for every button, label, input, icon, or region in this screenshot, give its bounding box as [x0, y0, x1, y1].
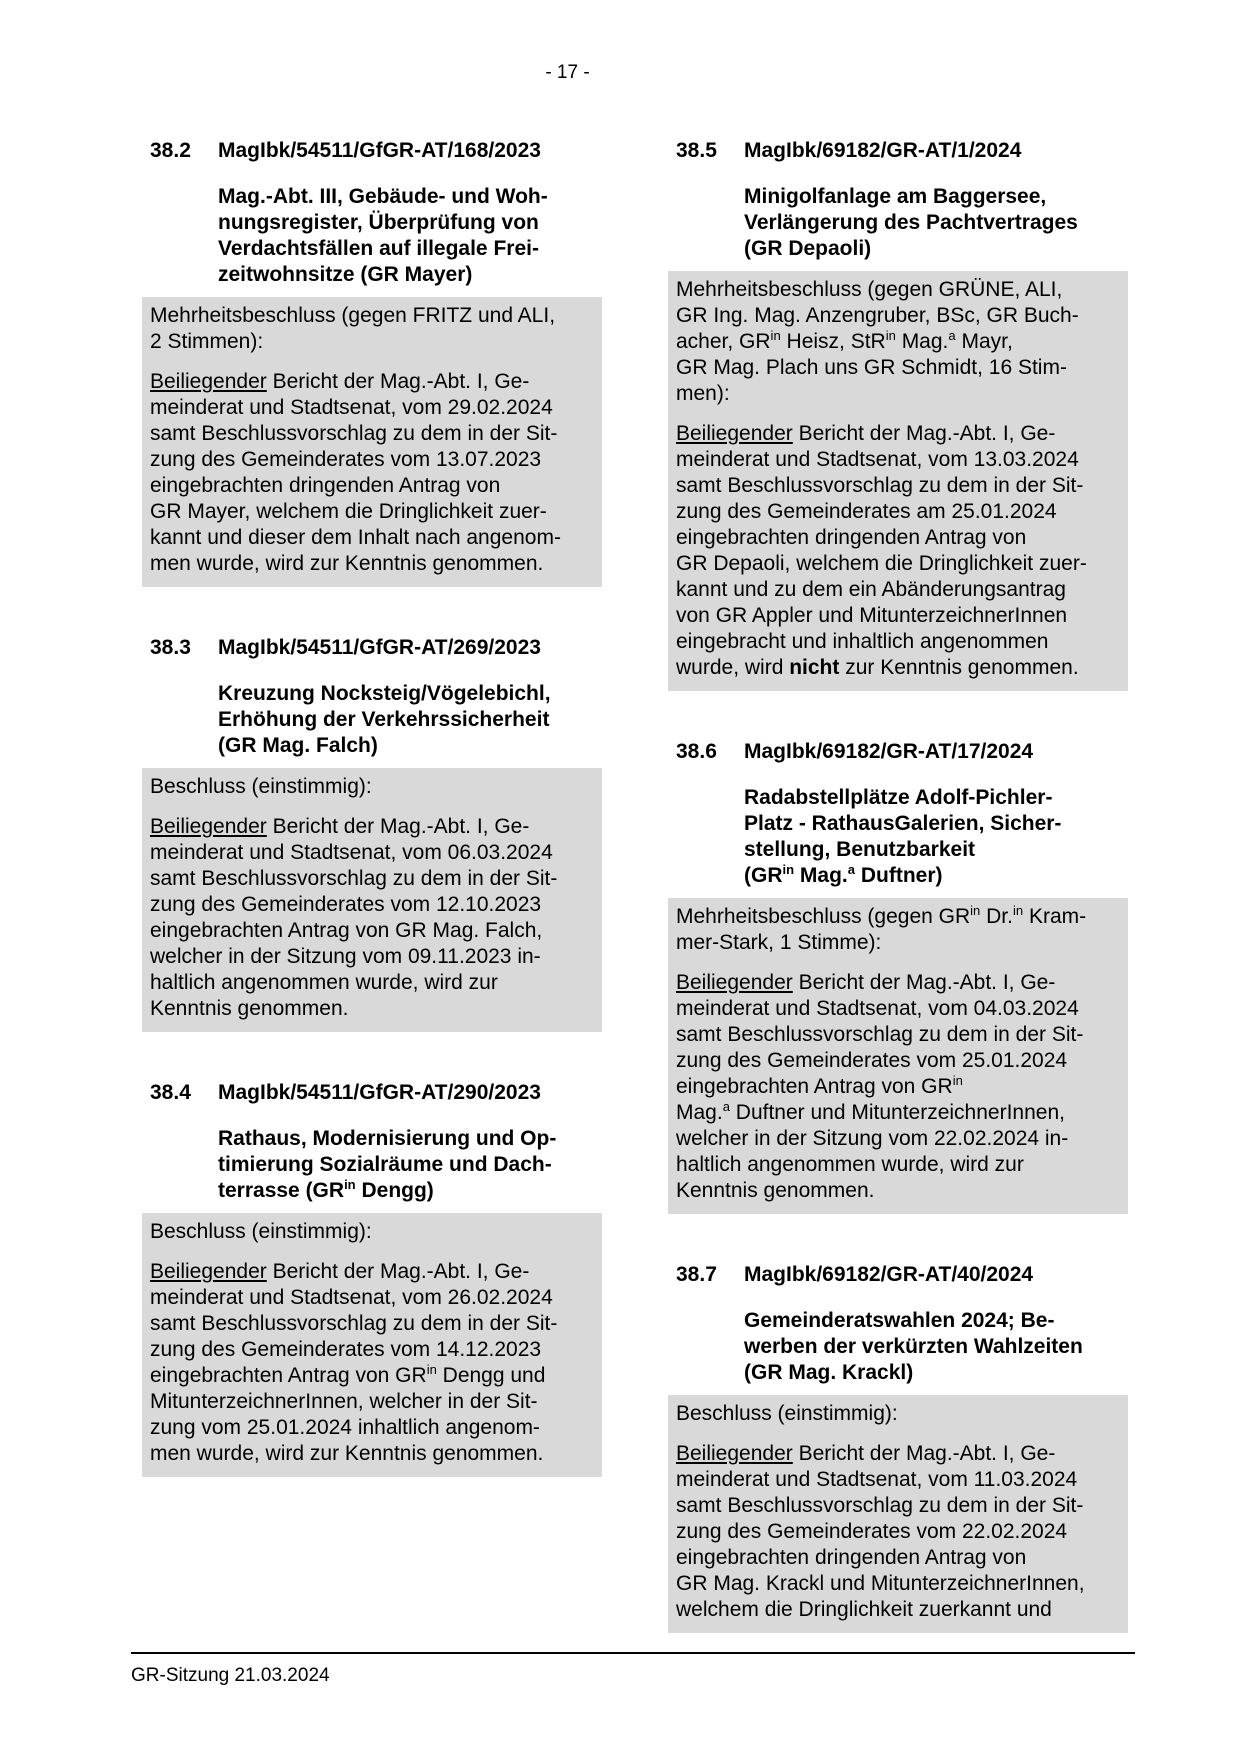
item-number: 38.2: [150, 139, 191, 162]
item-code: MagIbk/54511/GfGR-AT/168/2023: [218, 139, 541, 162]
agenda-item-38-5: [668, 138, 1128, 691]
item-heading: [668, 1262, 1128, 1288]
content-columns: [142, 138, 1128, 1681]
item-title: Mag.-Abt. III, Gebäude- und Woh- nungsregister, Überprüfung von Verdachtsfällen auf illegale Frei- zeitwohnsitze (GR Mayer): [218, 185, 548, 286]
item-number: 38.3: [150, 636, 191, 659]
page-number: - 17 -: [545, 62, 590, 83]
item-title: Gemeinderatswahlen 2024; Be- werben der verkürzten Wahlzeiten (GR Mag. Krackl): [744, 1309, 1083, 1384]
report-text: Beiliegender Bericht der Mag.-Abt. I, Ge- meinderat und Stadtsenat, vom 11.03.2024 samt Beschlussvorschlag zu dem in der Sit- zung des Gemeinderates vom 22.02.2024 eingebrachten dringenden Antrag von GR Mag. Krackl und MitunterzeichnerInnen, welchem die Dringlichkeit zuerkannt und: [676, 1442, 1085, 1621]
item-number: 38.6: [676, 740, 717, 763]
item-title: Kreuzung Nocksteig/Vögelebichl, Erhöhung der Verkehrssicherheit (GR Mag. Falch): [218, 682, 551, 757]
decision-text: Beschluss (einstimmig):: [150, 1220, 372, 1243]
item-number: 38.7: [676, 1263, 717, 1286]
item-heading: [142, 635, 602, 661]
report-text: Beiliegender Bericht der Mag.-Abt. I, Ge- meinderat und Stadtsenat, vom 29.02.2024 samt Beschlussvorschlag zu dem in der Sit- zung des Gemeinderates vom 13.07.2023 eingebrachten dringenden Antrag von GR Mayer, welchem die Dringlichkeit zuer- kannt und dieser dem Inhalt nach angenom- men wurde, wird zur Kenntnis genommen.: [150, 370, 561, 575]
report-text: Beiliegender Bericht der Mag.-Abt. I, Ge- meinderat und Stadtsenat, vom 13.03.2024 samt Beschlussvorschlag zu dem in der Sit- zung des Gemeinderates am 25.01.2024 eingebrachten dringenden Antrag von GR Depaoli, welchem die Dringlichkeit zuer- kannt und zu dem ein Abänderungsantrag von GR Appler und MitunterzeichnerInnen eingebracht und inhaltlich angenommen wurde, wird nicht zur Kenntnis genommen.: [676, 422, 1087, 679]
item-number: 38.5: [676, 139, 717, 162]
agenda-item-38-7: [668, 1262, 1128, 1633]
report-text: Beiliegender Bericht der Mag.-Abt. I, Ge- meinderat und Stadtsenat, vom 06.03.2024 samt Beschlussvorschlag zu dem in der Sit- zung des Gemeinderates vom 12.10.2023 eingebrachten Antrag von GR Mag. Falch, welcher in der Sitzung vom 09.11.2023 in- haltlich angenommen wurde, wird zur Kenntnis genommen.: [150, 815, 558, 1020]
item-heading: [142, 1080, 602, 1106]
item-code: MagIbk/54511/GfGR-AT/269/2023: [218, 636, 541, 659]
item-code: MagIbk/69182/GR-AT/1/2024: [744, 139, 1022, 162]
decision-box: [142, 768, 602, 1032]
decision-box: [668, 1395, 1128, 1633]
decision-box: [142, 1213, 602, 1477]
report-text: Beiliegender Bericht der Mag.-Abt. I, Ge- meinderat und Stadtsenat, vom 26.02.2024 samt Beschlussvorschlag zu dem in der Sit- zung des Gemeinderates vom 14.12.2023 eingebrachten Antrag von $GR^{in}$ Dengg und MitunterzeichnerInnen, welcher in der Sit- zung vom 25.01.2024 inhaltlich angenom- men wurde, wird zur Kenntnis genommen.: [150, 1260, 558, 1465]
page-footer: [131, 1652, 1135, 1689]
footer-text: GR-Sitzung 21.03.2024: [131, 1665, 330, 1686]
item-title: Radabstellplätze Adolf-Pichler- Platz - RathausGalerien, Sicher- stellung, Benutzbarkeit ($GR^{in}$ Mag.$^a$ Duftner): [744, 786, 1062, 887]
item-code: MagIbk/54511/GfGR-AT/290/2023: [218, 1081, 541, 1104]
item-title: Minigolfanlage am Baggersee, Verlängerung des Pachtvertrages (GR Depaoli): [744, 185, 1078, 260]
decision-text: Beschluss (einstimmig):: [150, 775, 372, 798]
column-left: [142, 138, 602, 1681]
decision-text: Mehrheitsbeschluss (gegen GRÜNE, ALI, GR Ing. Mag. Anzengruber, BSc, GR Buch- acher, $GR^{in}$ Heisz, StR$^{in}$ Mag.$^a$ Mayr, GR Mag. Plach uns GR Schmidt, 16 Stim- men):: [676, 278, 1079, 405]
decision-box: [668, 271, 1128, 691]
agenda-item-38-2: [142, 138, 602, 587]
decision-text: Mehrheitsbeschluss (gegen FRITZ und ALI, 2 Stimmen):: [150, 304, 556, 353]
item-heading: [668, 739, 1128, 765]
report-text: Beiliegender Bericht der Mag.-Abt. I, Ge- meinderat und Stadtsenat, vom 04.03.2024 samt Beschlussvorschlag zu dem in der Sit- zung des Gemeinderates vom 25.01.2024 eingebrachten Antrag von $GR^{in}$ Mag.$^a$ Duftner und MitunterzeichnerInnen, welcher in der Sitzung vom 22.02.2024 in- haltlich angenommen wurde, wird zur Kenntnis genommen.: [676, 971, 1084, 1202]
agenda-item-38-6: [668, 739, 1128, 1214]
decision-box: [668, 898, 1128, 1214]
decision-box: [142, 297, 602, 587]
item-number: 38.4: [150, 1081, 191, 1104]
column-right: [668, 138, 1128, 1681]
agenda-item-38-4: [142, 1080, 602, 1477]
decision-text: Beschluss (einstimmig):: [676, 1402, 898, 1425]
item-heading: [668, 138, 1128, 164]
decision-text: Mehrheitsbeschluss (gegen $GR^{in}$ Dr.$^{in}$ Kram- mer-Stark, 1 Stimme):: [676, 903, 1087, 954]
item-title: Rathaus, Modernisierung und Op- timierung Sozialräume und Dach- terrasse ($GR^{in}$ Dengg): [218, 1127, 557, 1202]
agenda-item-38-3: [142, 635, 602, 1032]
item-heading: [142, 138, 602, 164]
item-code: MagIbk/69182/GR-AT/17/2024: [744, 740, 1034, 763]
item-code: MagIbk/69182/GR-AT/40/2024: [744, 1263, 1034, 1286]
